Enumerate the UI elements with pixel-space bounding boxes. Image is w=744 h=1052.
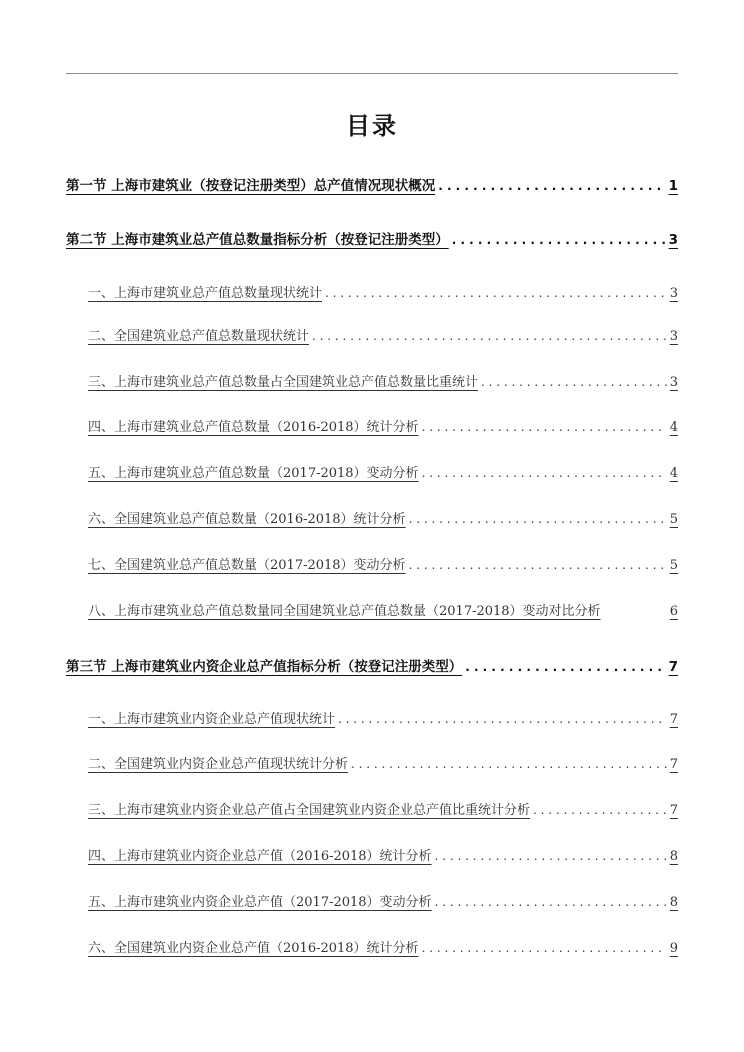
toc-entry-text: 二、全国建筑业内资企业总产值现状统计分析 (88, 757, 349, 772)
header-rule (66, 73, 678, 74)
toc-page-number: 6 (669, 604, 678, 619)
toc-entry-2-2[interactable] (88, 325, 678, 344)
toc-leader-dots (435, 849, 667, 863)
toc-leader-dots (438, 179, 665, 193)
toc-leader-dots (325, 286, 667, 300)
toc-page-number: 8 (669, 849, 678, 864)
toc-entry-text: 一、上海市建筑业内资企业总产值现状统计 (88, 712, 336, 727)
toc-entry-text: 五、上海市建筑业总产值总数量（2017-2018）变动分析 (88, 466, 419, 481)
toc-page-number: 4 (669, 420, 678, 435)
toc-entry-text: 四、上海市建筑业内资企业总产值（2016-2018）统计分析 (88, 849, 432, 864)
toc-leader-dots (533, 803, 667, 817)
toc-entry-3-1[interactable] (88, 708, 678, 727)
toc-entry-text: 一、上海市建筑业总产值总数量现状统计 (88, 286, 323, 301)
toc-entry-3-2[interactable] (88, 753, 678, 772)
toc-entry-text: 六、全国建筑业内资企业总产值（2016-2018）统计分析 (88, 941, 419, 956)
toc-page-number: 8 (669, 895, 678, 910)
toc-page-number: 3 (668, 232, 678, 248)
toc-entry-section-2[interactable] (66, 228, 678, 248)
toc-entry-section-3[interactable] (66, 655, 678, 675)
toc-page-number: 4 (669, 466, 678, 481)
toc-leader-dots (422, 420, 667, 434)
toc-entry-2-5[interactable] (88, 462, 678, 481)
toc-leader-dots (465, 660, 665, 674)
toc-page-number: 3 (669, 329, 678, 344)
toc-entry-text: 三、上海市建筑业内资企业总产值占全国建筑业内资企业总产值比重统计分析 (88, 803, 531, 818)
toc-page-number: 3 (669, 375, 678, 390)
toc-page-number: 9 (669, 941, 678, 956)
toc-entry-text: 六、全国建筑业总产值总数量（2016-2018）统计分析 (88, 512, 406, 527)
toc-entry-text: 四、上海市建筑业总产值总数量（2016-2018）统计分析 (88, 420, 419, 435)
toc-entry-3-3[interactable] (88, 799, 678, 818)
toc-entry-text: 二、全国建筑业总产值总数量现状统计 (88, 329, 310, 344)
toc-entry-3-5[interactable] (88, 891, 678, 910)
toc-entry-2-8[interactable] (88, 600, 678, 619)
toc-page-number: 7 (669, 712, 678, 727)
toc-leader-dots (409, 558, 667, 572)
toc-entry-text: 第一节 上海市建筑业（按登记注册类型）总产值情况现状概况 (66, 178, 436, 194)
toc-entry-text: 第二节 上海市建筑业总产值总数量指标分析（按登记注册类型） (66, 232, 449, 248)
toc-leader-dots (351, 757, 667, 771)
toc-page-number: 7 (669, 757, 678, 772)
toc-leader-dots (338, 712, 667, 726)
toc-entry-2-3[interactable] (88, 371, 678, 390)
toc-leader-dots (452, 233, 666, 247)
toc-entry-text: 七、全国建筑业总产值总数量（2017-2018）变动分析 (88, 558, 406, 573)
toc-entry-text: 五、上海市建筑业内资企业总产值（2017-2018）变动分析 (88, 895, 432, 910)
toc-entry-3-4[interactable] (88, 845, 678, 864)
toc-entry-3-6[interactable] (88, 937, 678, 956)
toc-leader-dots (422, 466, 667, 480)
toc-leader-dots (422, 941, 667, 955)
toc-entry-2-1[interactable] (88, 282, 678, 301)
toc-entry-text: 第三节 上海市建筑业内资企业总产值指标分析（按登记注册类型） (66, 659, 463, 675)
toc-page-number: 7 (669, 803, 678, 818)
toc-page-number: 7 (668, 659, 678, 675)
toc-page-number: 3 (669, 286, 678, 301)
toc-leader-dots (481, 375, 667, 389)
toc-entry-2-7[interactable] (88, 554, 678, 573)
toc-title: 目录 (346, 112, 398, 140)
toc-entry-2-6[interactable] (88, 508, 678, 527)
toc-leader-dots (409, 512, 667, 526)
toc-entry-text: 三、上海市建筑业总产值总数量占全国建筑业总产值总数量比重统计 (88, 375, 479, 390)
toc-leader-dots (435, 895, 667, 909)
toc-entry-2-4[interactable] (88, 416, 678, 435)
toc-entry-text: 八、上海市建筑业总产值总数量同全国建筑业总产值总数量（2017-2018）变动对比分析 (88, 604, 601, 619)
toc-page-number: 5 (669, 558, 678, 573)
toc-page-number: 1 (668, 178, 678, 194)
toc-page-number: 5 (669, 512, 678, 527)
toc-entry-section-1[interactable] (66, 174, 678, 194)
toc-leader-dots (312, 329, 667, 343)
